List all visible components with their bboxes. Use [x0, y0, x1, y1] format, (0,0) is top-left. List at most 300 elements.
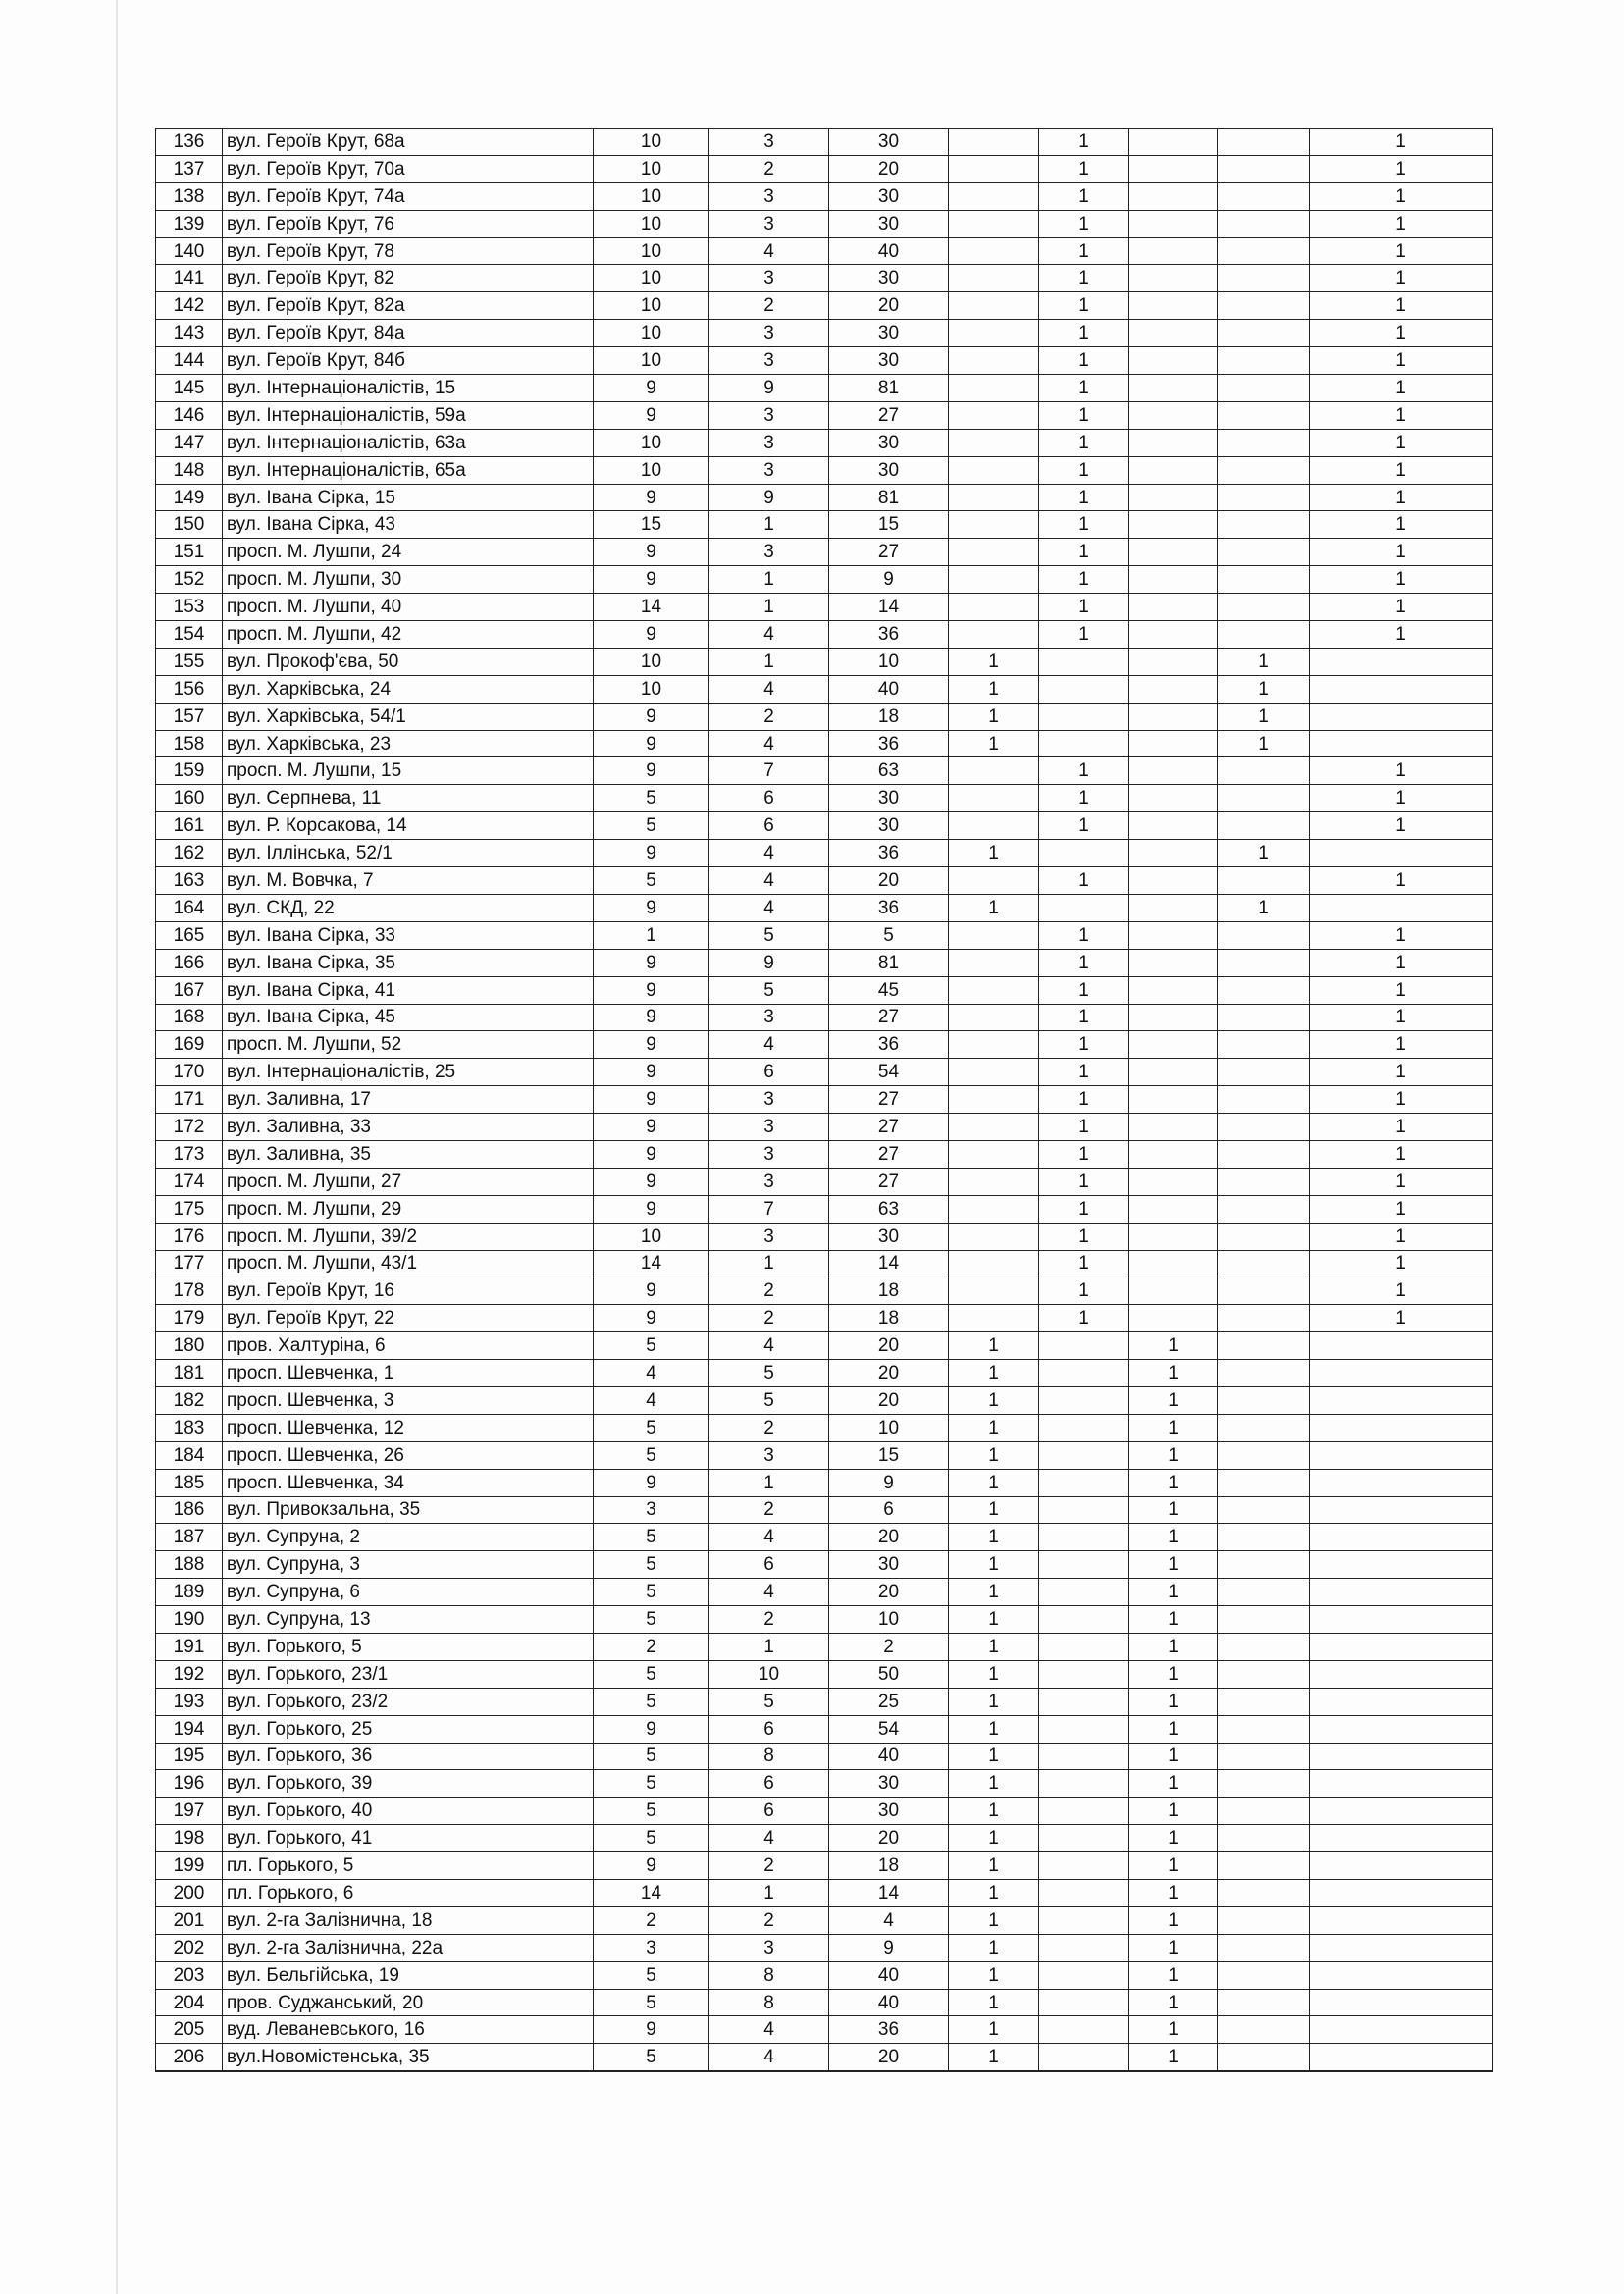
apartments-cell: 20 [829, 1360, 949, 1387]
apartments-cell: 30 [829, 1798, 949, 1825]
floors-cell: 9 [594, 1059, 709, 1086]
row-number-cell: 171 [156, 1086, 223, 1114]
mark-cell-5 [1310, 1360, 1493, 1387]
mark-cell-1 [949, 1250, 1039, 1277]
floors-cell: 9 [594, 621, 709, 649]
apartments-cell: 63 [829, 1195, 949, 1223]
mark-cell-3: 1 [1129, 1715, 1218, 1743]
mark-cell-1: 1 [949, 1989, 1039, 2016]
row-number-cell: 149 [156, 484, 223, 511]
address-cell: вул. 2-га Залізнична, 18 [223, 1906, 594, 1934]
mark-cell-1: 1 [949, 1551, 1039, 1579]
floors-cell: 5 [594, 1989, 709, 2016]
row-number-cell: 193 [156, 1688, 223, 1715]
mark-cell-3 [1129, 401, 1218, 429]
mark-cell-4 [1218, 429, 1310, 456]
row-number-cell: 183 [156, 1414, 223, 1441]
mark-cell-2 [1039, 1688, 1129, 1715]
entrances-cell: 3 [709, 1140, 829, 1168]
address-cell: вул. Івана Сірка, 35 [223, 949, 594, 976]
mark-cell-2: 1 [1039, 1140, 1129, 1168]
floors-cell: 9 [594, 1715, 709, 1743]
floors-cell: 5 [594, 867, 709, 895]
apartments-cell: 30 [829, 429, 949, 456]
mark-cell-4: 1 [1218, 675, 1310, 703]
mark-cell-2: 1 [1039, 594, 1129, 621]
mark-cell-3 [1129, 155, 1218, 182]
mark-cell-5 [1310, 1961, 1493, 1989]
table-row [156, 320, 1493, 347]
mark-cell-1: 1 [949, 1906, 1039, 1934]
table-row [156, 1114, 1493, 1141]
address-cell: вул. Іллінська, 52/1 [223, 840, 594, 867]
mark-cell-2: 1 [1039, 320, 1129, 347]
mark-cell-1: 1 [949, 1770, 1039, 1798]
address-cell: вул. Героїв Крут, 82 [223, 265, 594, 292]
row-number-cell: 182 [156, 1386, 223, 1414]
mark-cell-2 [1039, 648, 1129, 675]
floors-cell: 5 [594, 1332, 709, 1360]
mark-cell-3: 1 [1129, 1934, 1218, 1961]
mark-cell-1 [949, 129, 1039, 156]
mark-cell-1: 1 [949, 1852, 1039, 1880]
mark-cell-3: 1 [1129, 1414, 1218, 1441]
table-row [156, 1606, 1493, 1634]
address-cell: вул. Прокоф'єва, 50 [223, 648, 594, 675]
mark-cell-1 [949, 539, 1039, 566]
row-number-cell: 203 [156, 1961, 223, 1989]
mark-cell-3: 1 [1129, 1880, 1218, 1907]
mark-cell-5: 1 [1310, 511, 1493, 539]
mark-cell-1 [949, 1059, 1039, 1086]
mark-cell-1 [949, 511, 1039, 539]
floors-cell: 14 [594, 1250, 709, 1277]
mark-cell-5 [1310, 1386, 1493, 1414]
floors-cell: 14 [594, 594, 709, 621]
address-cell: вул. Бельгійська, 19 [223, 1961, 594, 1989]
entrances-cell: 4 [709, 237, 829, 265]
entrances-cell: 4 [709, 894, 829, 921]
floors-cell: 10 [594, 292, 709, 320]
mark-cell-4 [1218, 1140, 1310, 1168]
floors-cell: 10 [594, 1223, 709, 1250]
floors-cell: 3 [594, 1934, 709, 1961]
entrances-cell: 4 [709, 867, 829, 895]
mark-cell-1 [949, 757, 1039, 785]
address-cell: вул. Героїв Крут, 78 [223, 237, 594, 265]
mark-cell-1 [949, 921, 1039, 949]
row-number-cell: 150 [156, 511, 223, 539]
apartments-cell: 81 [829, 484, 949, 511]
mark-cell-5 [1310, 1880, 1493, 1907]
address-cell: вул. Харківська, 54/1 [223, 703, 594, 730]
floors-cell: 5 [594, 2044, 709, 2071]
mark-cell-1: 1 [949, 2016, 1039, 2044]
mark-cell-4 [1218, 155, 1310, 182]
mark-cell-2: 1 [1039, 429, 1129, 456]
row-number-cell: 186 [156, 1496, 223, 1524]
mark-cell-1 [949, 347, 1039, 375]
mark-cell-2: 1 [1039, 1004, 1129, 1031]
entrances-cell: 10 [709, 1660, 829, 1688]
mark-cell-3 [1129, 237, 1218, 265]
apartments-cell: 40 [829, 675, 949, 703]
apartments-cell: 30 [829, 347, 949, 375]
table-row [156, 1715, 1493, 1743]
mark-cell-1 [949, 949, 1039, 976]
mark-cell-3: 1 [1129, 1360, 1218, 1387]
mark-cell-1 [949, 1114, 1039, 1141]
entrances-cell: 8 [709, 1961, 829, 1989]
mark-cell-2: 1 [1039, 1059, 1129, 1086]
mark-cell-3 [1129, 757, 1218, 785]
mark-cell-1 [949, 1086, 1039, 1114]
floors-cell: 9 [594, 1852, 709, 1880]
row-number-cell: 179 [156, 1305, 223, 1332]
floors-cell: 9 [594, 1305, 709, 1332]
mark-cell-2 [1039, 1633, 1129, 1660]
floors-cell: 9 [594, 1195, 709, 1223]
mark-cell-2 [1039, 1524, 1129, 1551]
apartments-cell: 30 [829, 182, 949, 210]
address-cell: вул. Р. Корсакова, 14 [223, 812, 594, 840]
address-cell: вул. Заливна, 17 [223, 1086, 594, 1114]
table-row [156, 484, 1493, 511]
row-number-cell: 205 [156, 2016, 223, 2044]
mark-cell-5 [1310, 1743, 1493, 1770]
apartments-cell: 15 [829, 1441, 949, 1469]
mark-cell-5 [1310, 1688, 1493, 1715]
mark-cell-4 [1218, 1469, 1310, 1496]
mark-cell-1: 1 [949, 1798, 1039, 1825]
floors-cell: 10 [594, 456, 709, 484]
mark-cell-5: 1 [1310, 1004, 1493, 1031]
row-number-cell: 144 [156, 347, 223, 375]
mark-cell-2: 1 [1039, 484, 1129, 511]
mark-cell-1 [949, 1031, 1039, 1059]
entrances-cell: 3 [709, 347, 829, 375]
mark-cell-3: 1 [1129, 1825, 1218, 1852]
mark-cell-5: 1 [1310, 182, 1493, 210]
floors-cell: 10 [594, 320, 709, 347]
mark-cell-3: 1 [1129, 1852, 1218, 1880]
mark-cell-5 [1310, 1441, 1493, 1469]
mark-cell-1 [949, 976, 1039, 1004]
mark-cell-1: 1 [949, 1606, 1039, 1634]
entrances-cell: 4 [709, 1825, 829, 1852]
mark-cell-4 [1218, 1989, 1310, 2016]
mark-cell-2 [1039, 1660, 1129, 1688]
entrances-cell: 3 [709, 182, 829, 210]
mark-cell-4 [1218, 1496, 1310, 1524]
row-number-cell: 156 [156, 675, 223, 703]
row-number-cell: 202 [156, 1934, 223, 1961]
mark-cell-5: 1 [1310, 539, 1493, 566]
mark-cell-1: 1 [949, 1825, 1039, 1852]
floors-cell: 14 [594, 1880, 709, 1907]
address-cell: просп. М. Лушпи, 29 [223, 1195, 594, 1223]
table-body [156, 129, 1493, 2072]
mark-cell-1: 1 [949, 1579, 1039, 1606]
mark-cell-2: 1 [1039, 757, 1129, 785]
mark-cell-1: 1 [949, 730, 1039, 757]
mark-cell-3 [1129, 1305, 1218, 1332]
mark-cell-5 [1310, 1852, 1493, 1880]
row-number-cell: 181 [156, 1360, 223, 1387]
floors-cell: 9 [594, 484, 709, 511]
entrances-cell: 1 [709, 511, 829, 539]
entrances-cell: 2 [709, 292, 829, 320]
mark-cell-3: 1 [1129, 1688, 1218, 1715]
row-number-cell: 165 [156, 921, 223, 949]
mark-cell-1 [949, 484, 1039, 511]
floors-cell: 9 [594, 894, 709, 921]
address-cell: вул. Івана Сірка, 43 [223, 511, 594, 539]
mark-cell-3 [1129, 1223, 1218, 1250]
entrances-cell: 1 [709, 1880, 829, 1907]
mark-cell-1 [949, 182, 1039, 210]
table-row [156, 1688, 1493, 1715]
address-cell: просп. Шевченка, 12 [223, 1414, 594, 1441]
address-cell: вул. Харківська, 23 [223, 730, 594, 757]
address-cell: вул. Героїв Крут, 84а [223, 320, 594, 347]
mark-cell-2 [1039, 1551, 1129, 1579]
mark-cell-1 [949, 812, 1039, 840]
mark-cell-5: 1 [1310, 812, 1493, 840]
mark-cell-4 [1218, 1305, 1310, 1332]
table-row [156, 1961, 1493, 1989]
mark-cell-1 [949, 566, 1039, 594]
row-number-cell: 188 [156, 1551, 223, 1579]
mark-cell-4 [1218, 320, 1310, 347]
entrances-cell: 3 [709, 429, 829, 456]
mark-cell-4 [1218, 1551, 1310, 1579]
address-cell: вул. Героїв Крут, 16 [223, 1277, 594, 1305]
mark-cell-2: 1 [1039, 347, 1129, 375]
floors-cell: 2 [594, 1633, 709, 1660]
mark-cell-2 [1039, 1360, 1129, 1387]
floors-cell: 10 [594, 648, 709, 675]
table-row [156, 1579, 1493, 1606]
floors-cell: 9 [594, 566, 709, 594]
table-row [156, 1140, 1493, 1168]
mark-cell-2: 1 [1039, 621, 1129, 649]
address-cell: пл. Горького, 6 [223, 1880, 594, 1907]
floors-cell: 10 [594, 429, 709, 456]
mark-cell-3 [1129, 265, 1218, 292]
apartments-cell: 36 [829, 1031, 949, 1059]
mark-cell-5 [1310, 1715, 1493, 1743]
table-row [156, 155, 1493, 182]
mark-cell-2 [1039, 1386, 1129, 1414]
mark-cell-3 [1129, 894, 1218, 921]
mark-cell-3: 1 [1129, 1906, 1218, 1934]
mark-cell-4 [1218, 949, 1310, 976]
mark-cell-2 [1039, 2016, 1129, 2044]
address-cell: вул. Героїв Крут, 22 [223, 1305, 594, 1332]
table-row [156, 921, 1493, 949]
row-number-cell: 204 [156, 1989, 223, 2016]
address-cell: просп. М. Лушпи, 43/1 [223, 1250, 594, 1277]
address-cell: просп. М. Лушпи, 30 [223, 566, 594, 594]
apartments-cell: 36 [829, 894, 949, 921]
mark-cell-3 [1129, 484, 1218, 511]
apartments-cell: 18 [829, 1305, 949, 1332]
row-number-cell: 199 [156, 1852, 223, 1880]
mark-cell-1: 1 [949, 1880, 1039, 1907]
address-cell: вул. Супруна, 2 [223, 1524, 594, 1551]
mark-cell-3 [1129, 730, 1218, 757]
mark-cell-4 [1218, 1414, 1310, 1441]
mark-cell-3 [1129, 1004, 1218, 1031]
table-row [156, 2044, 1493, 2071]
mark-cell-3 [1129, 675, 1218, 703]
table-row [156, 867, 1493, 895]
mark-cell-2 [1039, 1743, 1129, 1770]
entrances-cell: 4 [709, 1579, 829, 1606]
mark-cell-1 [949, 1195, 1039, 1223]
floors-cell: 9 [594, 703, 709, 730]
row-number-cell: 142 [156, 292, 223, 320]
mark-cell-2: 1 [1039, 401, 1129, 429]
mark-cell-2: 1 [1039, 812, 1129, 840]
floors-cell: 9 [594, 375, 709, 402]
apartments-cell: 30 [829, 210, 949, 237]
mark-cell-4 [1218, 1934, 1310, 1961]
mark-cell-1 [949, 265, 1039, 292]
row-number-cell: 157 [156, 703, 223, 730]
floors-cell: 15 [594, 511, 709, 539]
row-number-cell: 195 [156, 1743, 223, 1770]
mark-cell-4 [1218, 1250, 1310, 1277]
address-cell: вул. Заливна, 33 [223, 1114, 594, 1141]
mark-cell-3: 1 [1129, 1743, 1218, 1770]
apartments-cell: 30 [829, 129, 949, 156]
address-cell: просп. Шевченка, 1 [223, 1360, 594, 1387]
address-cell: вул. Героїв Крут, 74а [223, 182, 594, 210]
mark-cell-2: 1 [1039, 1250, 1129, 1277]
mark-cell-2 [1039, 1496, 1129, 1524]
table-row [156, 456, 1493, 484]
table-row [156, 648, 1493, 675]
mark-cell-2: 1 [1039, 539, 1129, 566]
entrances-cell: 1 [709, 594, 829, 621]
address-cell: пров. Халтуріна, 6 [223, 1332, 594, 1360]
mark-cell-5 [1310, 1332, 1493, 1360]
floors-cell: 10 [594, 155, 709, 182]
apartments-cell: 18 [829, 1852, 949, 1880]
mark-cell-5: 1 [1310, 1277, 1493, 1305]
table-row [156, 1332, 1493, 1360]
entrances-cell: 1 [709, 1633, 829, 1660]
table-row [156, 265, 1493, 292]
mark-cell-4 [1218, 621, 1310, 649]
mark-cell-2 [1039, 1606, 1129, 1634]
floors-cell: 9 [594, 1031, 709, 1059]
address-cell: вул. Привокзальна, 35 [223, 1496, 594, 1524]
table-row [156, 237, 1493, 265]
entrances-cell: 1 [709, 648, 829, 675]
mark-cell-5: 1 [1310, 566, 1493, 594]
mark-cell-5: 1 [1310, 757, 1493, 785]
row-number-cell: 158 [156, 730, 223, 757]
mark-cell-2 [1039, 1579, 1129, 1606]
mark-cell-1 [949, 237, 1039, 265]
mark-cell-3: 1 [1129, 2044, 1218, 2071]
mark-cell-1: 1 [949, 1633, 1039, 1660]
mark-cell-1: 1 [949, 1469, 1039, 1496]
apartments-cell: 30 [829, 265, 949, 292]
mark-cell-4: 1 [1218, 703, 1310, 730]
address-cell: вул. Супруна, 6 [223, 1579, 594, 1606]
apartments-cell: 30 [829, 812, 949, 840]
apartments-cell: 10 [829, 1414, 949, 1441]
mark-cell-3: 1 [1129, 1551, 1218, 1579]
mark-cell-1 [949, 375, 1039, 402]
table-row [156, 1277, 1493, 1305]
mark-cell-1 [949, 1004, 1039, 1031]
entrances-cell: 3 [709, 210, 829, 237]
entrances-cell: 2 [709, 155, 829, 182]
mark-cell-3 [1129, 1140, 1218, 1168]
mark-cell-2 [1039, 1715, 1129, 1743]
apartments-cell: 30 [829, 456, 949, 484]
mark-cell-1: 1 [949, 1934, 1039, 1961]
floors-cell: 9 [594, 1114, 709, 1141]
mark-cell-2: 1 [1039, 1086, 1129, 1114]
floors-cell: 5 [594, 785, 709, 812]
address-cell: вул. СКД, 22 [223, 894, 594, 921]
mark-cell-3: 1 [1129, 1798, 1218, 1825]
entrances-cell: 5 [709, 976, 829, 1004]
mark-cell-4 [1218, 1770, 1310, 1798]
mark-cell-4 [1218, 1579, 1310, 1606]
apartments-cell: 36 [829, 730, 949, 757]
mark-cell-3 [1129, 594, 1218, 621]
mark-cell-2 [1039, 730, 1129, 757]
entrances-cell: 2 [709, 1305, 829, 1332]
mark-cell-4: 1 [1218, 730, 1310, 757]
entrances-cell: 9 [709, 375, 829, 402]
address-cell: вул. Серпнева, 11 [223, 785, 594, 812]
floors-cell: 10 [594, 210, 709, 237]
mark-cell-5 [1310, 840, 1493, 867]
table-row [156, 812, 1493, 840]
mark-cell-5: 1 [1310, 484, 1493, 511]
table-row [156, 1223, 1493, 1250]
table-row [156, 703, 1493, 730]
table-row [156, 757, 1493, 785]
address-cell: вул. Горького, 5 [223, 1633, 594, 1660]
entrances-cell: 1 [709, 566, 829, 594]
table-row [156, 675, 1493, 703]
mark-cell-2: 1 [1039, 456, 1129, 484]
mark-cell-1: 1 [949, 648, 1039, 675]
floors-cell: 5 [594, 1660, 709, 1688]
row-number-cell: 139 [156, 210, 223, 237]
table-row [156, 840, 1493, 867]
entrances-cell: 3 [709, 401, 829, 429]
mark-cell-3 [1129, 949, 1218, 976]
mark-cell-2 [1039, 675, 1129, 703]
mark-cell-2: 1 [1039, 292, 1129, 320]
mark-cell-5: 1 [1310, 949, 1493, 976]
mark-cell-2: 1 [1039, 265, 1129, 292]
mark-cell-4 [1218, 1059, 1310, 1086]
mark-cell-5 [1310, 894, 1493, 921]
mark-cell-3 [1129, 921, 1218, 949]
mark-cell-2 [1039, 1852, 1129, 1880]
